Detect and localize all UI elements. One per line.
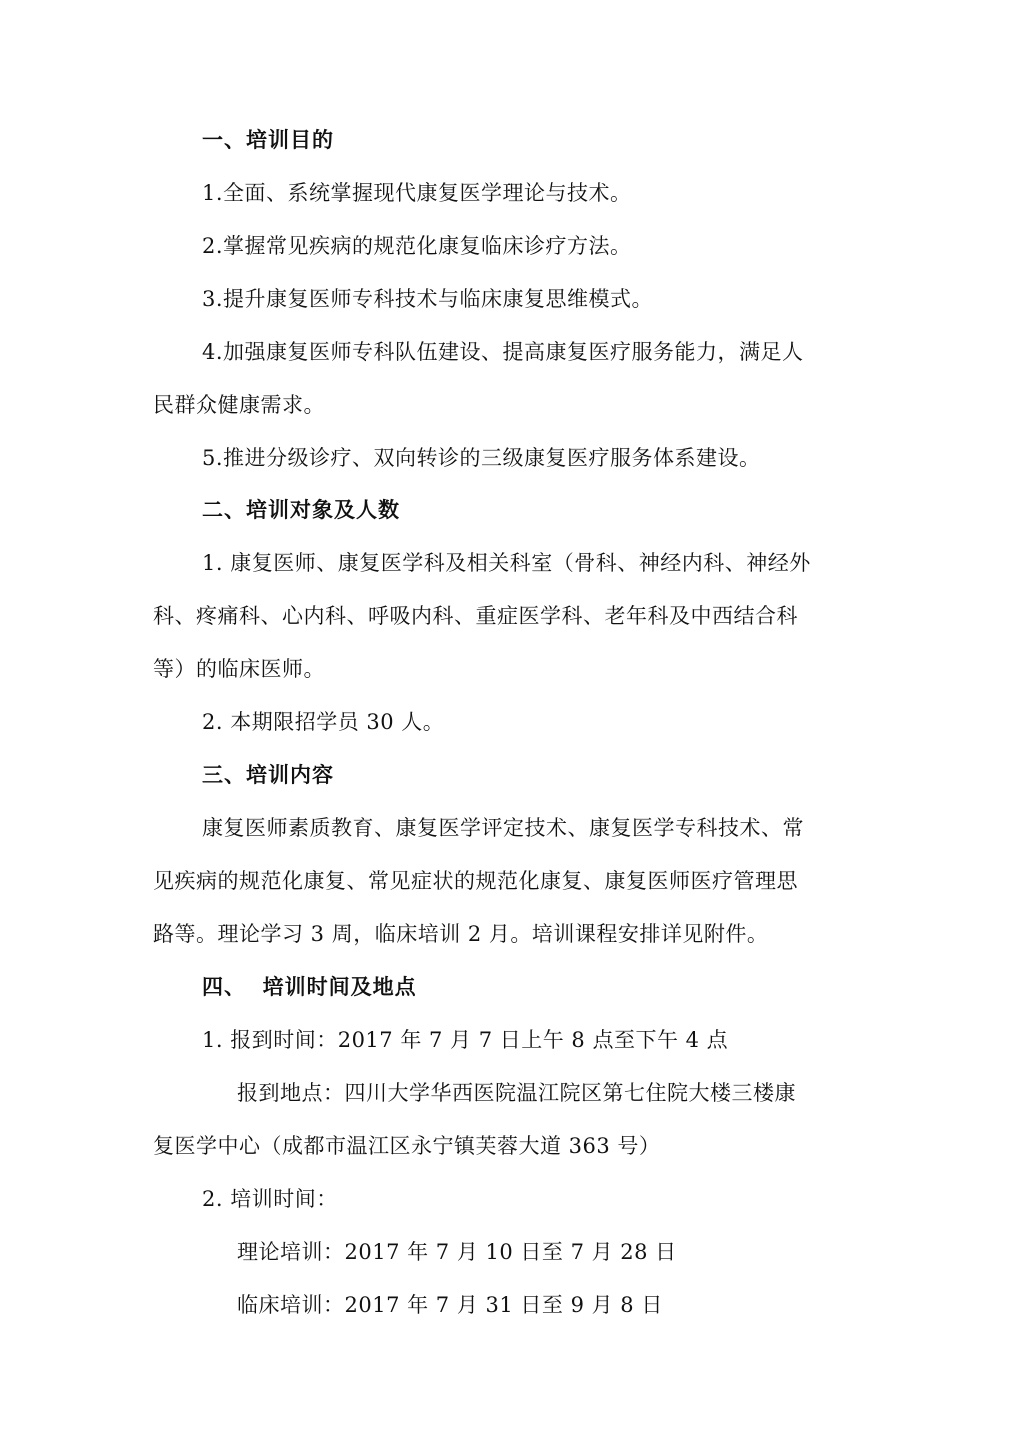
section-heading-time-location: 四、 培训时间及地点	[202, 974, 417, 999]
trainee-item-2: 2. 本期限招学员 30 人。	[202, 710, 445, 734]
clinical-training-dates: 临床培训：2017 年 7 月 31 日至 9 月 8 日	[237, 1293, 663, 1317]
objective-item-2: 2.掌握常见疾病的规范化康复临床诊疗方法。	[202, 234, 632, 258]
content-paragraph-line-2: 见疾病的规范化康复、常见症状的规范化康复、康复医师医疗管理思	[153, 869, 798, 893]
section-heading-trainees: 二、培训对象及人数	[202, 497, 400, 522]
objective-item-4-continued: 民群众健康需求。	[153, 393, 325, 417]
section-heading-objectives: 一、培训目的	[202, 127, 334, 152]
trainee-item-1-end: 等）的临床医师。	[153, 657, 325, 681]
registration-location: 报到地点：四川大学华西医院温江院区第七住院大楼三楼康	[237, 1081, 796, 1105]
content-paragraph-line-3: 路等。理论学习 3 周，临床培训 2 月。培训课程安排详见附件。	[153, 922, 769, 946]
objective-item-3: 3.提升康复医师专科技术与临床康复思维模式。	[202, 287, 654, 311]
trainee-item-1: 1. 康复医师、康复医学科及相关科室（骨科、神经内科、神经外	[202, 551, 811, 575]
section-heading-content: 三、培训内容	[202, 762, 334, 787]
objective-item-5: 5.推进分级诊疗、双向转诊的三级康复医疗服务体系建设。	[202, 446, 761, 470]
objective-item-4: 4.加强康复医师专科队伍建设、提高康复医疗服务能力，满足人	[202, 340, 804, 364]
training-time-label: 2. 培训时间：	[202, 1187, 338, 1211]
registration-time: 1. 报到时间：2017 年 7 月 7 日上午 8 点至下午 4 点	[202, 1028, 729, 1052]
registration-location-continued: 复医学中心（成都市温江区永宁镇芙蓉大道 363 号）	[153, 1134, 661, 1158]
content-paragraph-line-1: 康复医师素质教育、康复医学评定技术、康复医学专科技术、常	[202, 816, 804, 840]
objective-item-1: 1.全面、系统掌握现代康复医学理论与技术。	[202, 181, 632, 205]
trainee-item-1-continued: 科、疼痛科、心内科、呼吸内科、重症医学科、老年科及中西结合科	[153, 604, 798, 628]
theory-training-dates: 理论培训：2017 年 7 月 10 日至 7 月 28 日	[237, 1240, 677, 1264]
